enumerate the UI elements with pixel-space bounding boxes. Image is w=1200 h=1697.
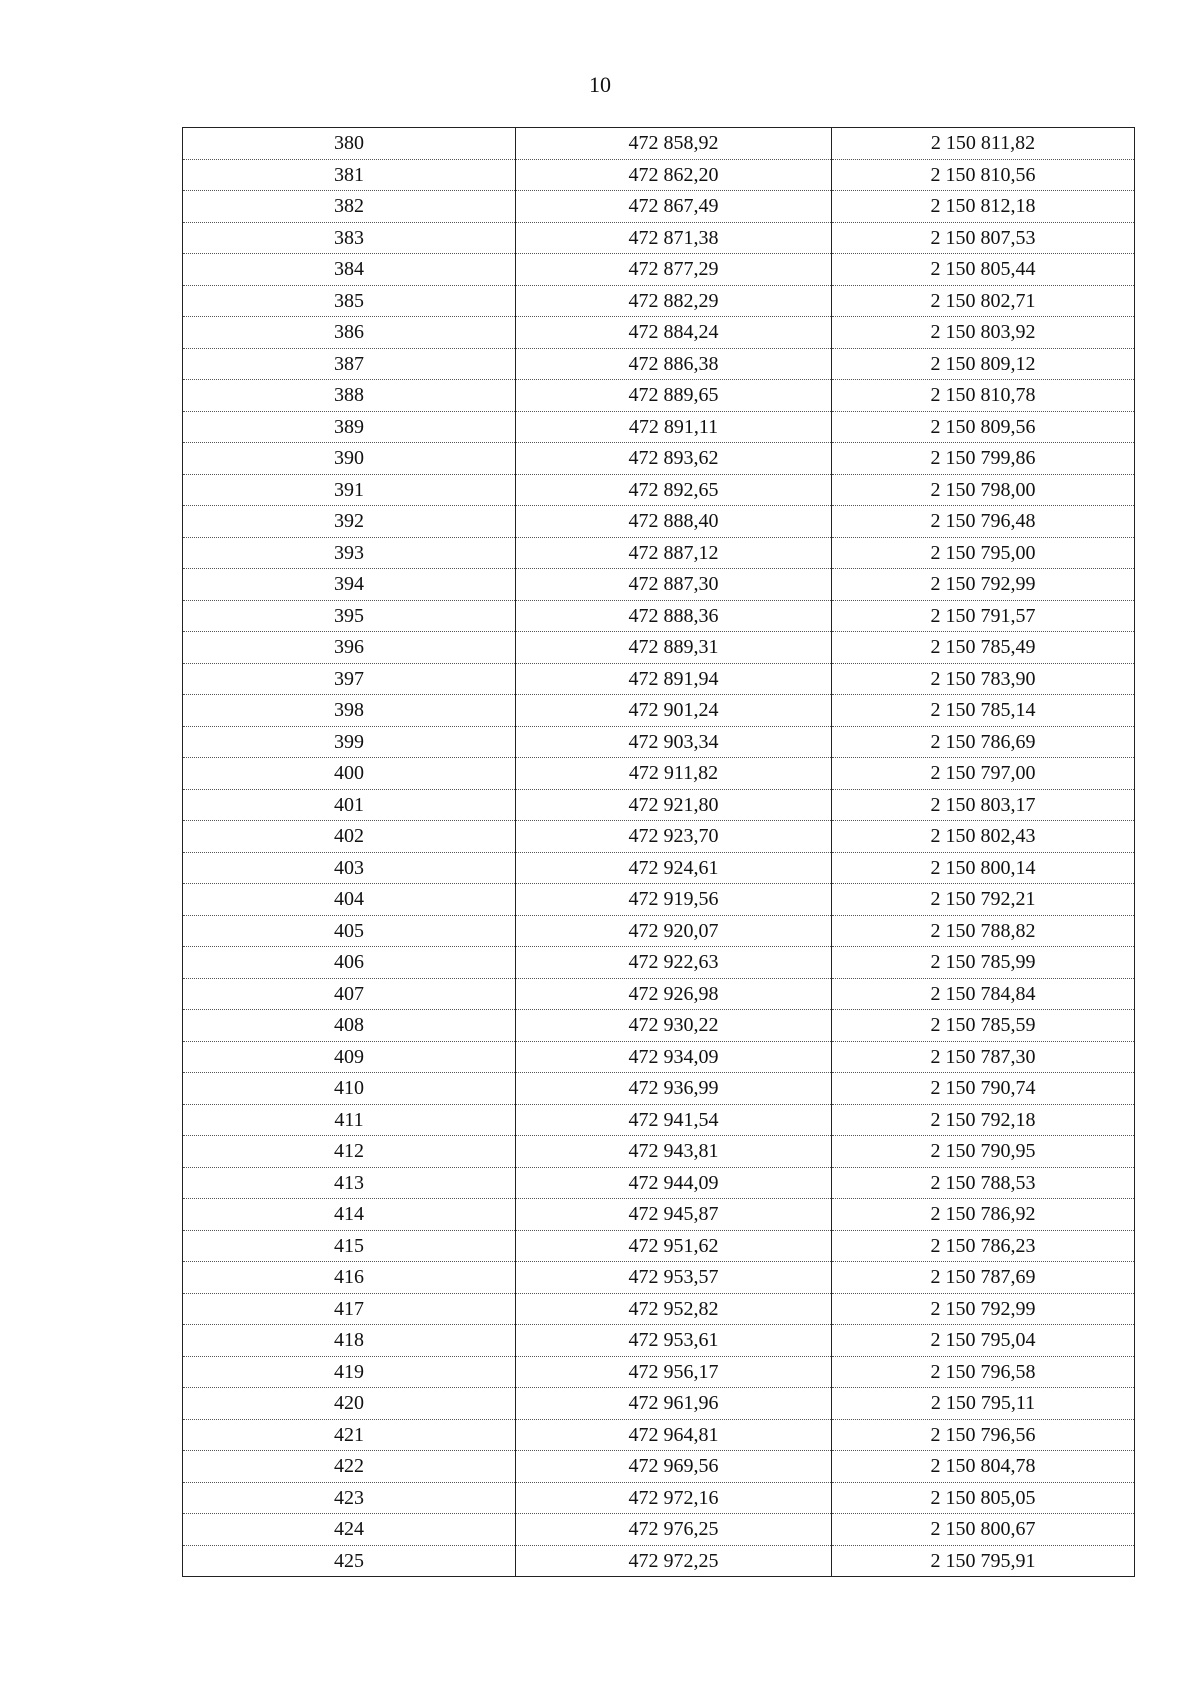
point-number-cell: 393 — [183, 537, 516, 569]
point-number-cell: 405 — [183, 915, 516, 947]
point-number-cell: 382 — [183, 191, 516, 223]
point-number-cell: 419 — [183, 1356, 516, 1388]
table-row — [183, 1041, 1135, 1073]
point-number-cell: 407 — [183, 978, 516, 1010]
table-row — [183, 915, 1135, 947]
x-coordinate-cell: 472 926,98 — [516, 978, 832, 1010]
y-coordinate-cell: 2 150 802,43 — [832, 821, 1135, 853]
table-row — [183, 348, 1135, 380]
table-row — [183, 411, 1135, 443]
point-number-cell: 418 — [183, 1325, 516, 1357]
x-coordinate-cell: 472 936,99 — [516, 1073, 832, 1105]
y-coordinate-cell: 2 150 786,23 — [832, 1230, 1135, 1262]
x-coordinate-cell: 472 862,20 — [516, 159, 832, 191]
table-row — [183, 1293, 1135, 1325]
x-coordinate-cell: 472 923,70 — [516, 821, 832, 853]
table-row — [183, 443, 1135, 475]
point-number-cell: 395 — [183, 600, 516, 632]
table-row — [183, 1262, 1135, 1294]
table-row — [183, 569, 1135, 601]
table-row — [183, 1104, 1135, 1136]
point-number-cell: 425 — [183, 1545, 516, 1577]
y-coordinate-cell: 2 150 809,56 — [832, 411, 1135, 443]
x-coordinate-cell: 472 941,54 — [516, 1104, 832, 1136]
y-coordinate-cell: 2 150 796,58 — [832, 1356, 1135, 1388]
y-coordinate-cell: 2 150 788,53 — [832, 1167, 1135, 1199]
table-row — [183, 789, 1135, 821]
x-coordinate-cell: 472 892,65 — [516, 474, 832, 506]
x-coordinate-cell: 472 889,65 — [516, 380, 832, 412]
x-coordinate-cell: 472 952,82 — [516, 1293, 832, 1325]
point-number-cell: 414 — [183, 1199, 516, 1231]
x-coordinate-cell: 472 921,80 — [516, 789, 832, 821]
x-coordinate-cell: 472 891,11 — [516, 411, 832, 443]
point-number-cell: 389 — [183, 411, 516, 443]
x-coordinate-cell: 472 953,57 — [516, 1262, 832, 1294]
y-coordinate-cell: 2 150 805,44 — [832, 254, 1135, 286]
point-number-cell: 384 — [183, 254, 516, 286]
y-coordinate-cell: 2 150 792,99 — [832, 1293, 1135, 1325]
y-coordinate-cell: 2 150 795,91 — [832, 1545, 1135, 1577]
y-coordinate-cell: 2 150 786,69 — [832, 726, 1135, 758]
y-coordinate-cell: 2 150 790,95 — [832, 1136, 1135, 1168]
y-coordinate-cell: 2 150 803,92 — [832, 317, 1135, 349]
y-coordinate-cell: 2 150 785,14 — [832, 695, 1135, 727]
table-row — [183, 474, 1135, 506]
point-number-cell: 396 — [183, 632, 516, 664]
y-coordinate-cell: 2 150 807,53 — [832, 222, 1135, 254]
x-coordinate-cell: 472 887,30 — [516, 569, 832, 601]
x-coordinate-cell: 472 886,38 — [516, 348, 832, 380]
point-number-cell: 404 — [183, 884, 516, 916]
point-number-cell: 383 — [183, 222, 516, 254]
x-coordinate-cell: 472 969,56 — [516, 1451, 832, 1483]
point-number-cell: 399 — [183, 726, 516, 758]
table-row — [183, 380, 1135, 412]
y-coordinate-cell: 2 150 791,57 — [832, 600, 1135, 632]
y-coordinate-cell: 2 150 785,49 — [832, 632, 1135, 664]
x-coordinate-cell: 472 919,56 — [516, 884, 832, 916]
table-row — [183, 852, 1135, 884]
x-coordinate-cell: 472 943,81 — [516, 1136, 832, 1168]
y-coordinate-cell: 2 150 800,67 — [832, 1514, 1135, 1546]
x-coordinate-cell: 472 972,25 — [516, 1545, 832, 1577]
y-coordinate-cell: 2 150 792,18 — [832, 1104, 1135, 1136]
y-coordinate-cell: 2 150 790,74 — [832, 1073, 1135, 1105]
table-row — [183, 1545, 1135, 1577]
point-number-cell: 417 — [183, 1293, 516, 1325]
point-number-cell: 411 — [183, 1104, 516, 1136]
table-row — [183, 1010, 1135, 1042]
y-coordinate-cell: 2 150 785,59 — [832, 1010, 1135, 1042]
table-row — [183, 600, 1135, 632]
y-coordinate-cell: 2 150 800,14 — [832, 852, 1135, 884]
table-row — [183, 222, 1135, 254]
y-coordinate-cell: 2 150 799,86 — [832, 443, 1135, 475]
point-number-cell: 400 — [183, 758, 516, 790]
table-row — [183, 537, 1135, 569]
x-coordinate-cell: 472 961,96 — [516, 1388, 832, 1420]
y-coordinate-cell: 2 150 804,78 — [832, 1451, 1135, 1483]
x-coordinate-cell: 472 922,63 — [516, 947, 832, 979]
x-coordinate-cell: 472 884,24 — [516, 317, 832, 349]
table-row — [183, 1482, 1135, 1514]
table-row — [183, 1199, 1135, 1231]
table-row — [183, 1325, 1135, 1357]
point-number-cell: 422 — [183, 1451, 516, 1483]
point-number-cell: 390 — [183, 443, 516, 475]
point-number-cell: 409 — [183, 1041, 516, 1073]
point-number-cell: 385 — [183, 285, 516, 317]
table-row — [183, 128, 1135, 160]
table-row — [183, 758, 1135, 790]
point-number-cell: 401 — [183, 789, 516, 821]
y-coordinate-cell: 2 150 811,82 — [832, 128, 1135, 160]
point-number-cell: 420 — [183, 1388, 516, 1420]
x-coordinate-cell: 472 951,62 — [516, 1230, 832, 1262]
table-row — [183, 191, 1135, 223]
y-coordinate-cell: 2 150 783,90 — [832, 663, 1135, 695]
coordinates-table-body — [183, 128, 1135, 1577]
point-number-cell: 406 — [183, 947, 516, 979]
point-number-cell: 392 — [183, 506, 516, 538]
x-coordinate-cell: 472 956,17 — [516, 1356, 832, 1388]
x-coordinate-cell: 472 964,81 — [516, 1419, 832, 1451]
y-coordinate-cell: 2 150 798,00 — [832, 474, 1135, 506]
table-row — [183, 821, 1135, 853]
table-row — [183, 947, 1135, 979]
table-row — [183, 1419, 1135, 1451]
y-coordinate-cell: 2 150 810,78 — [832, 380, 1135, 412]
table-row — [183, 695, 1135, 727]
point-number-cell: 412 — [183, 1136, 516, 1168]
point-number-cell: 381 — [183, 159, 516, 191]
point-number-cell: 388 — [183, 380, 516, 412]
y-coordinate-cell: 2 150 792,99 — [832, 569, 1135, 601]
table-row — [183, 317, 1135, 349]
y-coordinate-cell: 2 150 809,12 — [832, 348, 1135, 380]
x-coordinate-cell: 472 858,92 — [516, 128, 832, 160]
x-coordinate-cell: 472 871,38 — [516, 222, 832, 254]
point-number-cell: 387 — [183, 348, 516, 380]
x-coordinate-cell: 472 877,29 — [516, 254, 832, 286]
table-row — [183, 285, 1135, 317]
y-coordinate-cell: 2 150 796,48 — [832, 506, 1135, 538]
x-coordinate-cell: 472 887,12 — [516, 537, 832, 569]
y-coordinate-cell: 2 150 785,99 — [832, 947, 1135, 979]
y-coordinate-cell: 2 150 796,56 — [832, 1419, 1135, 1451]
table-row — [183, 663, 1135, 695]
x-coordinate-cell: 472 972,16 — [516, 1482, 832, 1514]
table-row — [183, 978, 1135, 1010]
point-number-cell: 421 — [183, 1419, 516, 1451]
point-number-cell: 416 — [183, 1262, 516, 1294]
x-coordinate-cell: 472 920,07 — [516, 915, 832, 947]
x-coordinate-cell: 472 893,62 — [516, 443, 832, 475]
table-row — [183, 1136, 1135, 1168]
y-coordinate-cell: 2 150 803,17 — [832, 789, 1135, 821]
y-coordinate-cell: 2 150 795,00 — [832, 537, 1135, 569]
y-coordinate-cell: 2 150 788,82 — [832, 915, 1135, 947]
table-row — [183, 1514, 1135, 1546]
table-row — [183, 254, 1135, 286]
x-coordinate-cell: 472 889,31 — [516, 632, 832, 664]
y-coordinate-cell: 2 150 812,18 — [832, 191, 1135, 223]
page-number: 10 — [589, 72, 611, 97]
x-coordinate-cell: 472 934,09 — [516, 1041, 832, 1073]
x-coordinate-cell: 472 924,61 — [516, 852, 832, 884]
point-number-cell: 415 — [183, 1230, 516, 1262]
x-coordinate-cell: 472 888,36 — [516, 600, 832, 632]
y-coordinate-cell: 2 150 786,92 — [832, 1199, 1135, 1231]
point-number-cell: 413 — [183, 1167, 516, 1199]
point-number-cell: 397 — [183, 663, 516, 695]
point-number-cell: 410 — [183, 1073, 516, 1105]
table-row — [183, 1451, 1135, 1483]
x-coordinate-cell: 472 888,40 — [516, 506, 832, 538]
y-coordinate-cell: 2 150 797,00 — [832, 758, 1135, 790]
table-row — [183, 1073, 1135, 1105]
table-row — [183, 506, 1135, 538]
table-row — [183, 159, 1135, 191]
x-coordinate-cell: 472 945,87 — [516, 1199, 832, 1231]
y-coordinate-cell: 2 150 787,69 — [832, 1262, 1135, 1294]
table-row — [183, 1388, 1135, 1420]
x-coordinate-cell: 472 867,49 — [516, 191, 832, 223]
point-number-cell: 424 — [183, 1514, 516, 1546]
table-row — [183, 1167, 1135, 1199]
x-coordinate-cell: 472 953,61 — [516, 1325, 832, 1357]
x-coordinate-cell: 472 944,09 — [516, 1167, 832, 1199]
x-coordinate-cell: 472 976,25 — [516, 1514, 832, 1546]
point-number-cell: 408 — [183, 1010, 516, 1042]
x-coordinate-cell: 472 930,22 — [516, 1010, 832, 1042]
point-number-cell: 402 — [183, 821, 516, 853]
table-row — [183, 1230, 1135, 1262]
y-coordinate-cell: 2 150 784,84 — [832, 978, 1135, 1010]
y-coordinate-cell: 2 150 795,11 — [832, 1388, 1135, 1420]
point-number-cell: 380 — [183, 128, 516, 160]
point-number-cell: 423 — [183, 1482, 516, 1514]
x-coordinate-cell: 472 903,34 — [516, 726, 832, 758]
y-coordinate-cell: 2 150 787,30 — [832, 1041, 1135, 1073]
y-coordinate-cell: 2 150 795,04 — [832, 1325, 1135, 1357]
y-coordinate-cell: 2 150 805,05 — [832, 1482, 1135, 1514]
y-coordinate-cell: 2 150 810,56 — [832, 159, 1135, 191]
table-row — [183, 632, 1135, 664]
x-coordinate-cell: 472 901,24 — [516, 695, 832, 727]
x-coordinate-cell: 472 911,82 — [516, 758, 832, 790]
coordinates-table — [182, 127, 1135, 1577]
table-row — [183, 1356, 1135, 1388]
point-number-cell: 391 — [183, 474, 516, 506]
y-coordinate-cell: 2 150 802,71 — [832, 285, 1135, 317]
point-number-cell: 394 — [183, 569, 516, 601]
point-number-cell: 398 — [183, 695, 516, 727]
table-row — [183, 726, 1135, 758]
point-number-cell: 386 — [183, 317, 516, 349]
x-coordinate-cell: 472 882,29 — [516, 285, 832, 317]
point-number-cell: 403 — [183, 852, 516, 884]
y-coordinate-cell: 2 150 792,21 — [832, 884, 1135, 916]
table-row — [183, 884, 1135, 916]
x-coordinate-cell: 472 891,94 — [516, 663, 832, 695]
